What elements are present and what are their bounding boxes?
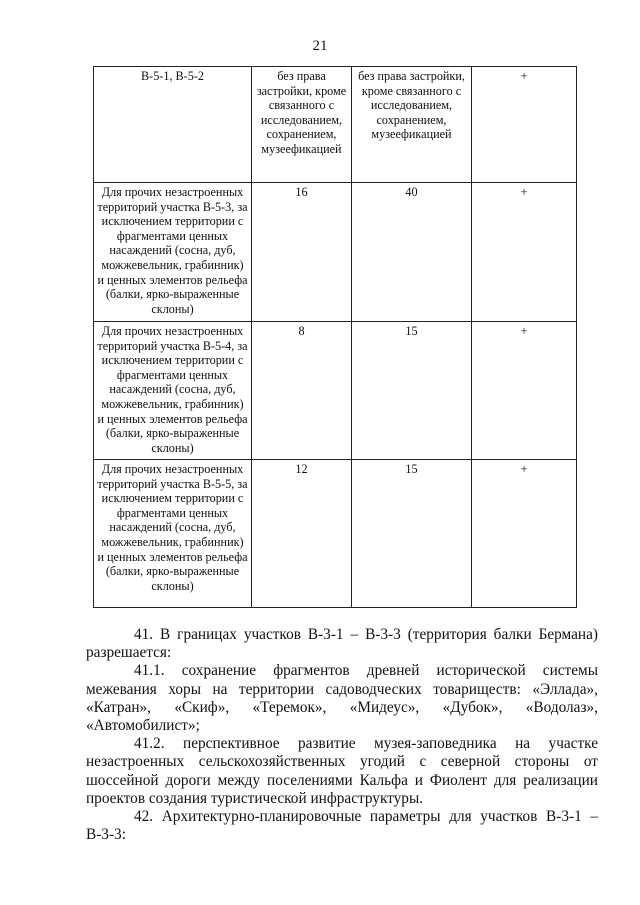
table-cell-col3: 15 xyxy=(352,460,472,608)
table-cell-name: Для прочих незастроенных территорий участка В-5-4, за исключением территории с фрагментами ценных насаждений (сосна, дуб, можжевельник, грабинник) и ценных элементов рельефа (балки, ярко-выраженные склоны) xyxy=(94,322,252,460)
table-cell-col2: без права застройки, кроме связанного с исследованием, сохранением, музеефикацией xyxy=(252,67,352,183)
table-cell-col2: 8 xyxy=(252,322,352,460)
table-cell-col3: 40 xyxy=(352,183,472,322)
table-row xyxy=(94,460,577,608)
parameters-table xyxy=(93,66,577,608)
table-cell-col4: + xyxy=(472,183,577,322)
table-cell-col2: 12 xyxy=(252,460,352,608)
table-cell-col4: + xyxy=(472,322,577,460)
table-cell-col4: + xyxy=(472,67,577,183)
table-cell-name: Для прочих незастроенных территорий участка В-5-3, за исключением территории с фрагментами ценных насаждений (сосна, дуб, можжевельник, грабинник) и ценных элементов рельефа (балки, ярко-выраженные склоны) xyxy=(94,183,252,322)
paragraph-41-1: 41.1. сохранение фрагментов древней исторической системы межевания хоры на территории садоводческих товариществ: «Эллада», «Катран», «Скиф», «Теремок», «Мидеус», «Дубок», «Водолаз», «Автомобилист»; xyxy=(86,662,598,735)
paragraph-41-2: 41.2. перспективное развитие музея-заповедника на участке незастроенных сельскохозяйственных угодий с северной стороны от шоссейной дороги между поселениями Кальфа и Фиолент для реализации проектов создания туристической инфраструктуры. xyxy=(86,735,598,807)
page-number: 21 xyxy=(312,38,328,54)
table-cell-name: Для прочих незастроенных территорий участка В-5-5, за исключением территории с фрагментами ценных насаждений (сосна, дуб, можжевельник, грабинник) и ценных элементов рельефа (балки, ярко-выраженные склоны) xyxy=(94,460,252,608)
table-row xyxy=(94,322,577,460)
document-body xyxy=(86,626,598,844)
paragraph-42: 42. Архитектурно-планировочные параметры для участков В-3-1 – В-3-3: xyxy=(86,808,598,844)
paragraph-41: 41. В границах участков В-3-1 – В-3-3 (территория балки Бермана) разрешается: xyxy=(86,626,598,662)
table-cell-col3: без права застройки, кроме связанного с исследованием, сохранением, музеефикацией xyxy=(352,67,472,183)
table-cell-col2: 16 xyxy=(252,183,352,322)
table-row xyxy=(94,183,577,322)
table-cell-col3: 15 xyxy=(352,322,472,460)
table-cell-name: В-5-1, В-5-2 xyxy=(94,67,252,183)
table-cell-col4: + xyxy=(472,460,577,608)
table-row xyxy=(94,67,577,183)
